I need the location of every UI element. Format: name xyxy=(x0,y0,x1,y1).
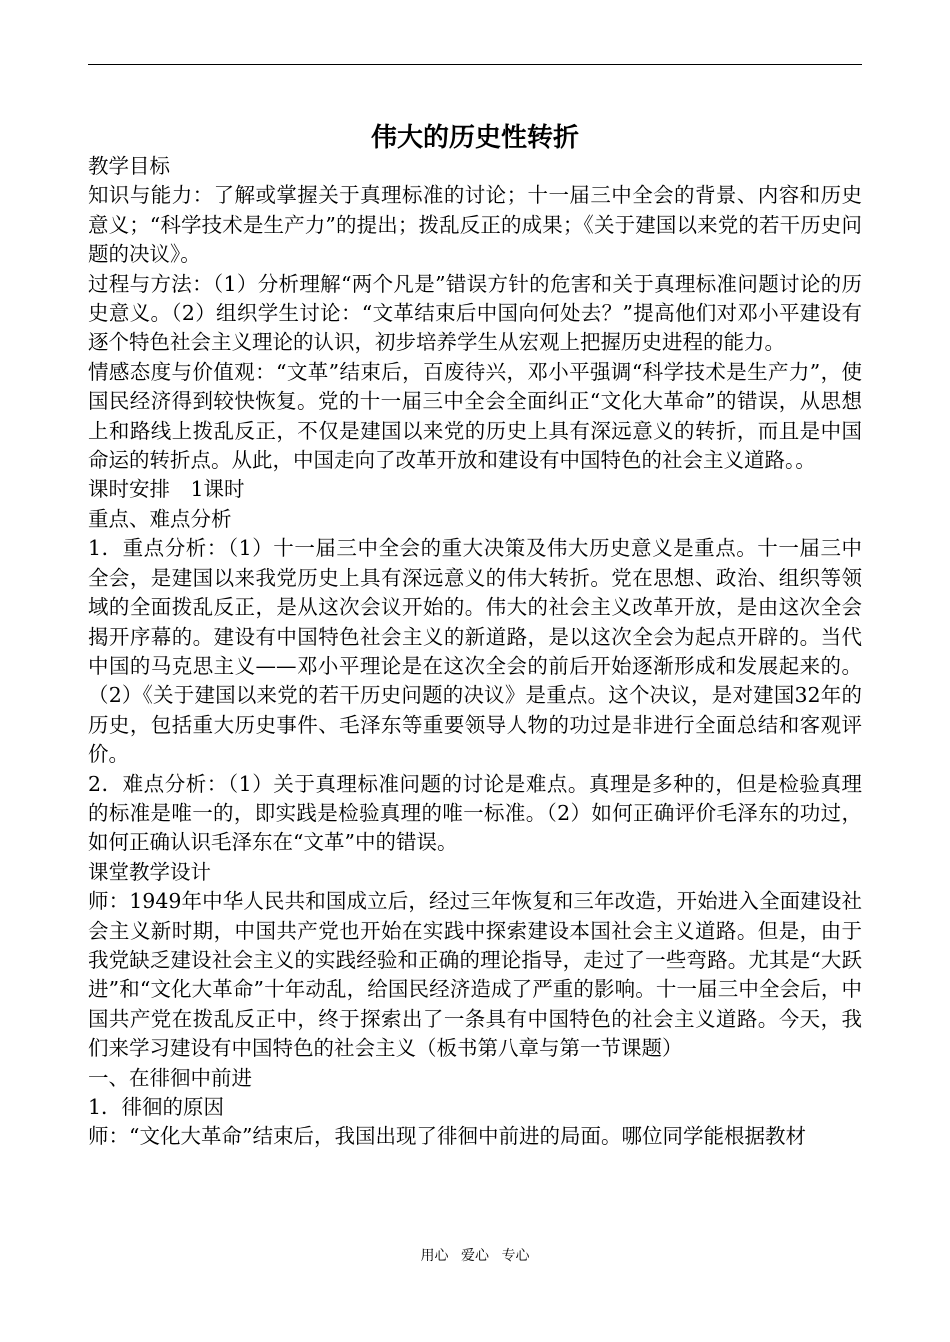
subheading-reasons: 1．徘徊的原因 xyxy=(88,1095,225,1119)
paragraph-schedule: 课时安排 1课时 xyxy=(88,477,245,502)
section-heading-objectives: 教学目标 xyxy=(88,154,170,178)
section-heading-key-points: 重点、难点分析 xyxy=(88,506,232,531)
paragraph-emotion: 情感态度与价值观：“文革”结束后，百废待兴，邓小平强调“科学技术是生产力”，使国民经济得到较快恢复。党的十一届三中全会全面纠正“文化大革命”的错误，从思想上和路线上拨乱反正，不仅是建国以来党的历史上具有深远意义的转折，而且是中国命运的转折点。从此，中国走向了改革开放和建设有中国特色的社会主义道路。。 xyxy=(88,359,862,473)
document-title: 伟大的历史性转折 xyxy=(370,123,579,153)
section-heading-hesitation: 一、在徘徊中前进 xyxy=(88,1065,252,1090)
paragraph-teacher-intro: 师：1949年中华人民共和国成立后，经过三年恢复和三年改造，开始进入全面建设社会主义新时期，中国共产党也开始在实践中探索建设本国社会主义道路。但是，由于我党缺乏建设社会主义的实践经验和正确的理论指导，走过了一些弯路。尤其是“大跃进”和“文化大革命”十年动乱，给国民经济造成了严重的影响。十一届三中全会后，中国共产党在拨乱反正中，终于探索出了一条具有中国特色的社会主义道路。今天，我们来学习建设有中国特色的社会主义（板书第八章与第一节课题） xyxy=(88,889,862,1061)
footer-word-1: 用心 xyxy=(420,1248,449,1264)
header-rule xyxy=(88,64,862,65)
paragraph-key-analysis: 1．重点分析：（1）十一届三中全会的重大决策及伟大历史意义是重点。十一届三中全会，是建国以来我党历史上具有深远意义的伟大转折。党在思想、政治、组织等领域的全面拨乱反正，是从这次会议开始的。伟大的社会主义改革开放，是由这次全会揭开序幕的。建设有中国特色社会主义的新道路，是以这次全会为起点开辟的。当代中国的马克思主义——邓小平理论是在这次全会的前后开始逐渐形成和发展起来的。（2）《关于建国以来党的若干历史问题的决议》是重点。这个决议，是对建国32年的历史，包括重大历史事件、毛泽东等重要领导人物的功过是非进行全面总结和客观评价。 xyxy=(88,536,862,767)
paragraph-teacher-question: 师：“文化大革命”结束后，我国出现了徘徊中前进的局面。哪位同学能根据教材 xyxy=(88,1124,806,1149)
paragraph-knowledge: 知识与能力：了解或掌握关于真理标准的讨论；十一届三中全会的背景、内容和历史意义；“科学技术是生产力”的提出；拨乱反正的成果；《关于建国以来党的若干历史问题的决议》。 xyxy=(88,183,862,267)
footer-word-2: 爱心 xyxy=(461,1248,489,1264)
paragraph-process: 过程与方法：（1）分析理解“两个凡是”错误方针的危害和关于真理标准问题讨论的历史意义。（2）组织学生讨论：“文革结束后中国向何处去？”提高他们对邓小平建设有逐个特色社会主义理论的认识，初步培养学生从宏观上把握历史进程的能力。 xyxy=(88,271,862,355)
section-heading-design: 课堂教学设计 xyxy=(88,859,211,884)
page-footer xyxy=(0,1246,950,1266)
footer-word-3: 专心 xyxy=(501,1248,530,1264)
document-body xyxy=(88,152,862,1152)
paragraph-difficulty-analysis: 2．难点分析：（1）关于真理标准问题的讨论是难点。真理是多种的，但是检验真理的标准是唯一的，即实践是检验真理的唯一标准。（2）如何正确评价毛泽东的功过，如何正确认识毛泽东在“文革”中的错误。 xyxy=(88,771,862,855)
